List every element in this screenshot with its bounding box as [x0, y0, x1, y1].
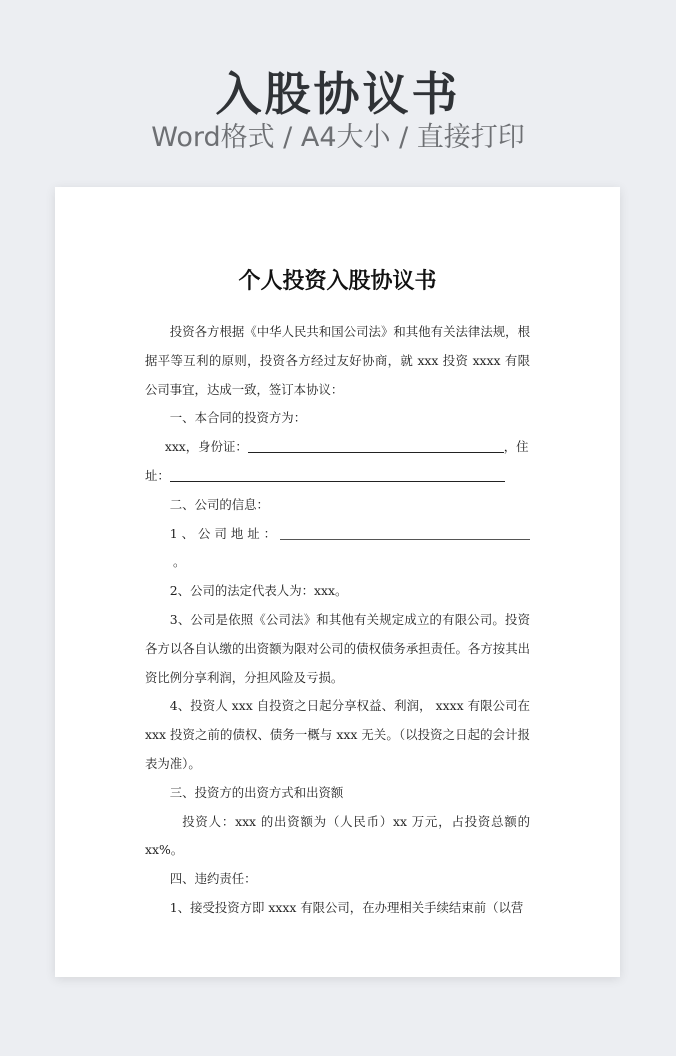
- intro-paragraph: 投资各方根据《中华人民共和国公司法》和其他有关法律法规，根据平等互利的原则，投资各方经过友好协商，就 xxx 投资 xxxx 有限公司事宜，达成一致，签订本协议：: [145, 324, 530, 397]
- section-3-heading: 三、投资方的出资方式和出资额: [169, 784, 344, 800]
- address-blank: [170, 466, 505, 482]
- investor-id-label: xxx，身份证：: [164, 439, 248, 455]
- company-address-line: [145, 520, 530, 578]
- id-number-blank: [248, 437, 504, 453]
- profit-sharing-item: 4、投资人 xxx 自投资之日起分享权益、利润， xxxx 有限公司在 xxx 投资之前的债权、债务一概与 xxx 无关。（以投资之日起的会计报表为准）。: [145, 698, 530, 771]
- section-2-heading: 二、公司的信息：: [169, 496, 269, 512]
- section-1-heading: 一、本合同的投资方为：: [169, 410, 307, 426]
- address-label-end: 址：: [145, 467, 170, 483]
- document-body: [145, 318, 530, 923]
- investment-amount-paragraph: 投资人：xxx 的出资额为（人民币）xx 万元，占投资总额的 xx%。: [145, 813, 530, 858]
- legal-representative-item: 2、公司的法定代表人为：xxx。: [169, 583, 348, 599]
- company-address-label: 1、公司地址：: [169, 525, 280, 541]
- investor-id-line: [145, 433, 530, 462]
- address-label-start: ，住: [503, 439, 529, 455]
- document-page: [55, 187, 620, 977]
- company-liability-item: 3、公司是依照《公司法》和其他有关规定成立的有限公司。投资各方以各自认缴的出资额为限对公司的债权债务承担责任。各方按其出资比例分享利润，分担风险及亏损。: [145, 611, 530, 685]
- company-address-blank: [280, 524, 530, 540]
- breach-item-1: 1、接受投资方即 xxxx 有限公司，在办理相关手续结束前（以营: [169, 899, 524, 915]
- section-4-heading: 四、违约责任：: [169, 871, 257, 887]
- investor-address-line: [145, 462, 530, 491]
- banner-title: 入股协议书: [215, 67, 461, 121]
- banner-subtitle: Word格式 / A4大小 / 直接打印: [151, 122, 525, 153]
- document-title: 个人投资入股协议书: [238, 268, 437, 294]
- company-address-period: 。: [173, 554, 186, 570]
